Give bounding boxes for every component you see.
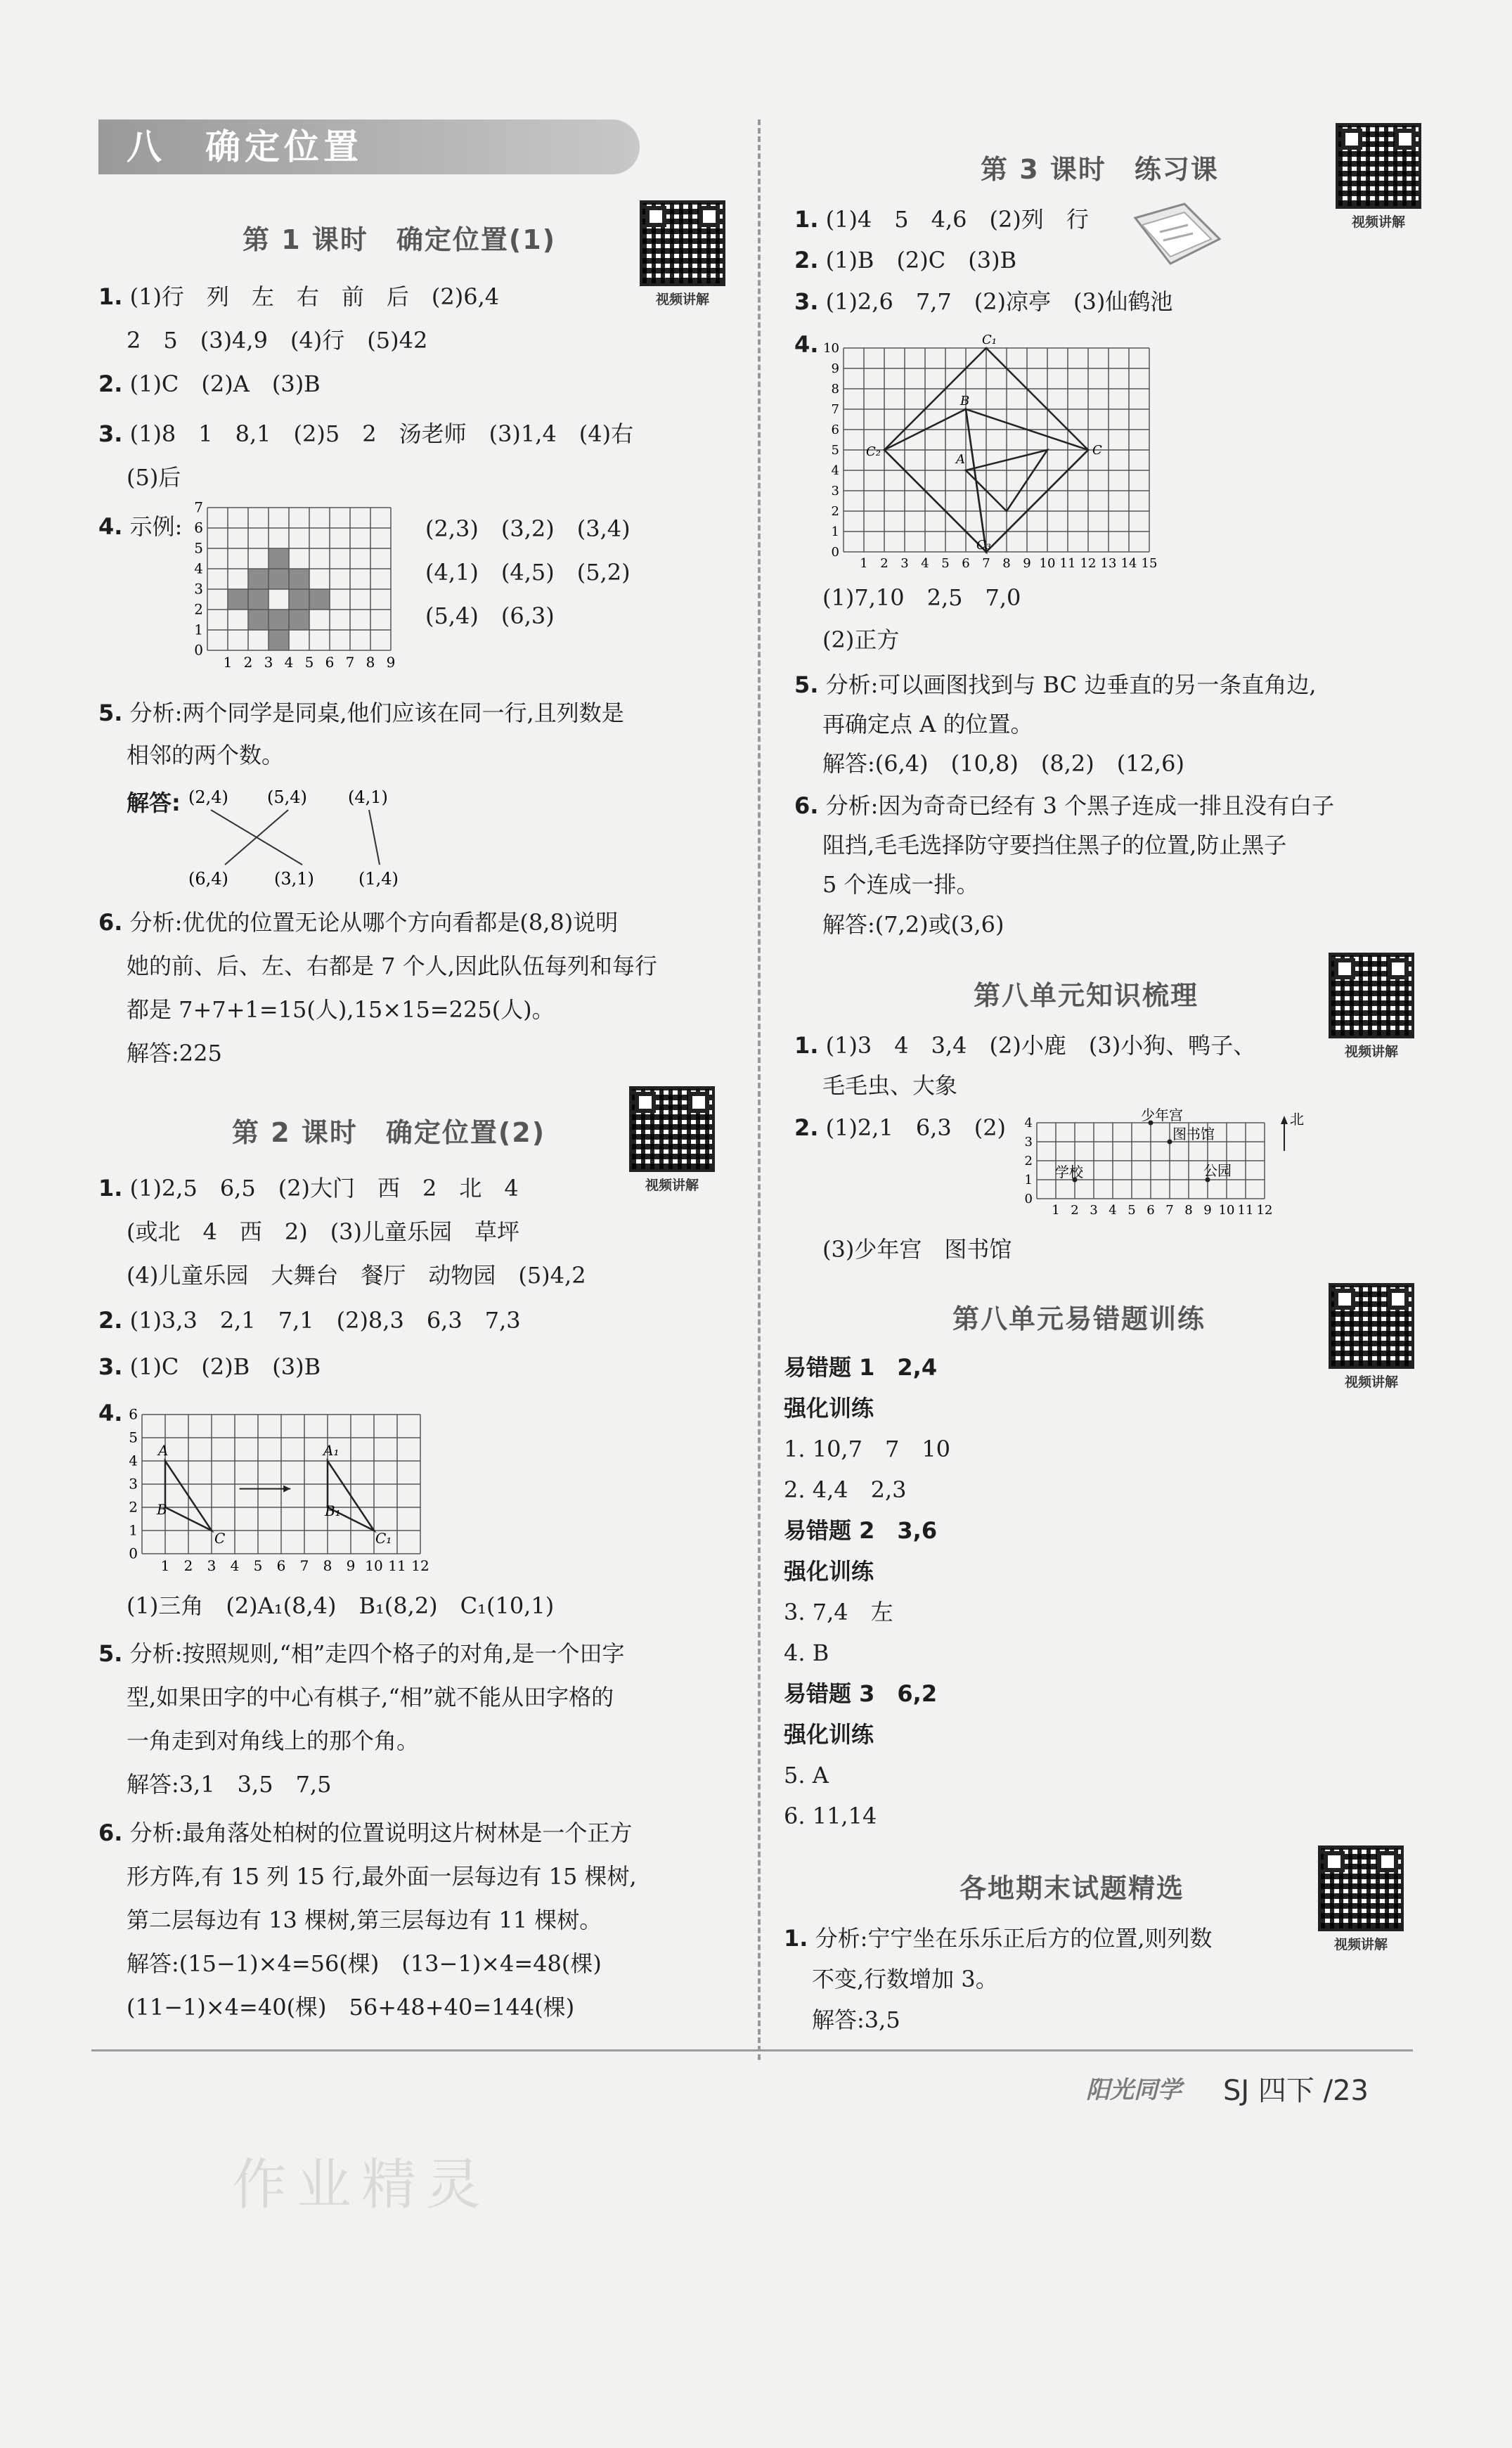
axis-tick-label: 3: [207, 1557, 217, 1574]
axis-tick-label: 9: [1023, 556, 1031, 571]
l1-q2: 2. (1)C (2)A (3)B: [98, 371, 321, 397]
axis-tick-label: 1: [1024, 1173, 1033, 1187]
unit-banner: 八 确定位置: [98, 120, 640, 174]
l1-q6-analysis-3: 都是 7+7+1=15(人),15×15=225(人)。: [127, 996, 555, 1023]
axis-tick-label: 2: [243, 654, 253, 671]
point-label: C₃: [976, 538, 991, 553]
axis-origin-label: 0: [1024, 1192, 1033, 1206]
axis-tick-label: 4: [194, 560, 203, 577]
axis-tick-label: 8: [366, 654, 375, 671]
match-line: [369, 810, 380, 865]
l1-q6-answer: 解答:225: [127, 1040, 222, 1067]
axis-origin-label: 0: [831, 545, 839, 560]
review-q1-line1: 1. (1)3 4 3,4 (2)小鹿 (3)小狗、鸭子、: [794, 1032, 1256, 1059]
l3-q4-answer-1: (1)7,10 2,5 7,0: [822, 584, 1021, 611]
drill-2: 2. 4,4 2,3: [784, 1476, 907, 1503]
mistake-1: 易错题 1 2,4: [784, 1354, 938, 1381]
axis-tick-label: 8: [831, 382, 839, 397]
axis-tick-label: 1: [194, 621, 203, 638]
axis-tick-label: 12: [1256, 1203, 1273, 1218]
mistakes-title: 第八单元易错题训练: [952, 1303, 1206, 1334]
axis-tick-label: 10: [365, 1557, 383, 1574]
l2-q6-analysis-3: 第二层每边有 13 棵树,第三层每边有 11 棵树。: [127, 1907, 602, 1933]
l1-q5-matching: [183, 787, 415, 893]
shaded-cell: [248, 589, 269, 610]
axis-tick-label: 8: [323, 1557, 332, 1574]
l2-q1-line2: (或北 4 西 2) (3)儿童乐园 草坪: [127, 1218, 520, 1245]
axis-tick-label: 1: [160, 1557, 170, 1574]
l3-q1: 1. (1)4 5 4,6 (2)列 行: [794, 206, 1089, 233]
qr-caption: 视频讲解: [645, 1178, 699, 1193]
l1-q4-pairs-3: (5,4) (6,3): [425, 603, 555, 629]
axis-tick-label: 5: [253, 1557, 263, 1574]
axis-tick-label: 8: [1184, 1203, 1193, 1218]
shaded-cell: [289, 610, 309, 630]
axis-origin-label: 0: [129, 1545, 138, 1562]
axis-tick-label: 1: [831, 524, 839, 539]
drill-5: 5. A: [784, 1762, 829, 1789]
axis-tick-label: 6: [194, 519, 203, 536]
shaded-cell: [269, 569, 289, 589]
axis-tick-label: 12: [411, 1557, 429, 1574]
drill-label: 强化训练: [784, 1395, 874, 1422]
shaded-cell: [289, 569, 309, 589]
review-q2-map: [1016, 1107, 1318, 1223]
axis-tick-label: 7: [1165, 1203, 1174, 1218]
axis-tick-label: 3: [194, 580, 203, 598]
axis-tick-label: 2: [1071, 1203, 1079, 1218]
axis-tick-label: 14: [1120, 556, 1137, 571]
axis-tick-label: 2: [183, 1557, 193, 1574]
l1-q5-analysis-2: 相邻的两个数。: [127, 742, 285, 768]
brand-logo: 阳光同学: [1086, 2076, 1182, 2104]
l2-q4-label: 4.: [98, 1400, 123, 1426]
axis-tick-label: 13: [1100, 556, 1117, 571]
axis-tick-label: 1: [1052, 1203, 1060, 1218]
axis-tick-label: 9: [1203, 1203, 1212, 1218]
axis-tick-label: 15: [1141, 556, 1158, 571]
l1-q5-analysis-1: 5. 分析:两个同学是同桌,他们应该在同一行,且列数是: [98, 700, 624, 726]
axis-tick-label: 3: [1024, 1135, 1033, 1149]
drill-6: 6. 11,14: [784, 1803, 877, 1829]
l1-q4-pairs-2: (4,1) (4,5) (5,2): [425, 559, 631, 586]
qr-code-icon: [1336, 123, 1421, 209]
l2-q2: 2. (1)3,3 2,1 7,1 (2)8,3 6,3 7,3: [98, 1307, 521, 1334]
axis-tick-label: 11: [1059, 556, 1076, 571]
axis-tick-label: 3: [1090, 1203, 1098, 1218]
lesson2-qr[interactable]: [629, 1086, 721, 1194]
lesson1-title: 第 1 课时 确定位置(1): [243, 224, 557, 255]
point-label: C: [214, 1530, 226, 1547]
mistake-2: 易错题 2 3,6: [784, 1517, 938, 1544]
axis-tick-label: 6: [831, 423, 839, 437]
l1-q4-label: 4. 示例:: [98, 513, 183, 540]
l2-q5-analysis-2: 型,如果田字的中心有棋子,“相”就不能从田字格的: [127, 1684, 614, 1711]
book-icon: [1128, 197, 1227, 274]
arrow-head: [283, 1486, 290, 1493]
axis-tick-label: 4: [1024, 1116, 1033, 1130]
axis-tick-label: 9: [386, 654, 396, 671]
shaded-cell: [269, 548, 289, 569]
footer-rule: [91, 2049, 1413, 2051]
qr-code-icon: [629, 1086, 715, 1172]
l3-q6-analysis-2: 阻挡,毛毛选择防守要挡住黑子的位置,防止黑子: [822, 832, 1287, 858]
l3-q5-answer: 解答:(6,4) (10,8) (8,2) (12,6): [822, 750, 1184, 777]
l1-q6-analysis-2: 她的前、后、左、右都是 7 个人,因此队伍每列和每行: [127, 953, 657, 979]
l3-q5-analysis-2: 再确定点 A 的位置。: [822, 711, 1033, 737]
axis-tick-label: 3: [264, 654, 273, 671]
final-q1-analysis-2: 不变,行数增加 3。: [812, 1966, 998, 1992]
l2-q6-analysis-1: 6. 分析:最角落处柏树的位置说明这片树林是一个正方: [98, 1819, 633, 1846]
match-bottom-2: (3,1): [274, 869, 314, 889]
axis-tick-label: 4: [1109, 1203, 1117, 1218]
axis-tick-label: 1: [860, 556, 868, 571]
shaded-cell: [269, 630, 289, 650]
column-divider: [758, 120, 761, 2060]
l3-q3: 3. (1)2,6 7,7 (2)凉亭 (3)仙鹤池: [794, 288, 1173, 315]
lesson1-qr[interactable]: [640, 200, 731, 308]
final-q1-answer: 解答:3,5: [812, 2006, 900, 2033]
review-q1-line2: 毛毛虫、大象: [822, 1072, 958, 1099]
axis-tick-label: 4: [921, 556, 929, 571]
qr-caption: 视频讲解: [1333, 1937, 1388, 1952]
l3-q4-label: 4.: [794, 331, 819, 358]
shaded-cell: [248, 569, 269, 589]
drill-3: 3. 7,4 左: [784, 1599, 893, 1625]
mistakes-qr[interactable]: [1329, 1283, 1420, 1391]
l2-q1-line1: 1. (1)2,5 6,5 (2)大门 西 2 北 4: [98, 1175, 519, 1202]
l2-q5-answer: 解答:3,1 3,5 7,5: [127, 1771, 332, 1798]
l1-q1-line1: 1. (1)行 列 左 右 前 后 (2)6,4: [98, 283, 500, 310]
l3-q2: 2. (1)B (2)C (3)B: [794, 247, 1017, 273]
place-label: 学校: [1055, 1164, 1083, 1180]
l3-q6-analysis-3: 5 个连成一排。: [822, 871, 979, 898]
point-label: A: [158, 1442, 169, 1459]
l3-q5-analysis-1: 5. 分析:可以画图找到与 BC 边垂直的另一条直角边,: [794, 671, 1317, 698]
place-label: 图书馆: [1172, 1126, 1215, 1142]
axis-tick-label: 7: [194, 498, 203, 516]
match-top-2: (5,4): [267, 787, 307, 807]
lesson3-title: 第 3 课时 练习课: [981, 154, 1219, 185]
point-label: C₁: [982, 333, 997, 347]
axis-tick-label: 11: [388, 1557, 406, 1574]
axis-tick-label: 1: [223, 654, 233, 671]
axis-tick-label: 9: [831, 361, 839, 376]
drill-label: 强化训练: [784, 1558, 874, 1585]
axis-tick-label: 2: [129, 1498, 138, 1516]
qr-caption: 视频讲解: [1344, 1044, 1398, 1059]
mistake-3: 易错题 3 6,2: [784, 1680, 938, 1707]
axis-tick-label: 2: [1024, 1154, 1033, 1168]
axis-tick-label: 10: [1218, 1203, 1235, 1218]
axis-tick-label: 5: [831, 443, 839, 458]
axis-tick-label: 6: [129, 1405, 138, 1423]
l3-q4-grid: [819, 330, 1170, 576]
qr-caption: 视频讲解: [655, 292, 709, 307]
lesson2-title: 第 2 课时 确定位置(2): [232, 1117, 546, 1148]
axis-tick-label: 3: [900, 556, 909, 571]
axis-tick-label: 11: [1237, 1203, 1254, 1218]
l2-q4-answer: (1)三角 (2)A₁(8,4) B₁(8,2) C₁(10,1): [127, 1592, 555, 1619]
lesson3-qr[interactable]: [1336, 123, 1427, 231]
axis-tick-label: 2: [831, 504, 839, 519]
review-title: 第八单元知识梳理: [974, 980, 1199, 1011]
page-info: SJ 四下 /23: [1223, 2075, 1369, 2107]
axis-origin-label: 0: [194, 641, 203, 659]
triangle-inner: [884, 409, 986, 552]
l1-q4-pairs-1: (2,3) (3,2) (3,4): [425, 515, 631, 542]
point-label: C₂: [866, 444, 881, 459]
axis-tick-label: 4: [230, 1557, 240, 1574]
final-qr[interactable]: [1318, 1845, 1409, 1953]
l1-q4-grid: [190, 498, 408, 671]
axis-tick-label: 5: [194, 539, 203, 557]
axis-tick-label: 3: [129, 1475, 138, 1493]
watermark: 作业精灵: [232, 2153, 491, 2217]
axis-tick-label: 4: [831, 463, 839, 478]
shaded-cell: [228, 589, 248, 610]
l3-q4-answer-2: (2)正方: [822, 626, 900, 653]
review-qr[interactable]: [1329, 953, 1420, 1060]
axis-tick-label: 10: [823, 341, 839, 356]
l1-q6-analysis-1: 6. 分析:优优的位置无论从哪个方向看都是(8,8)说明: [98, 909, 619, 936]
place-dot: [1168, 1140, 1172, 1145]
axis-tick-label: 5: [129, 1429, 138, 1446]
l1-q1-line2: 2 5 (3)4,9 (4)行 (5)42: [127, 327, 428, 354]
final-q1-analysis-1: 1. 分析:宁宁坐在乐乐正后方的位置,则列数: [784, 1925, 1213, 1952]
axis-tick-label: 2: [194, 600, 203, 618]
shaded-cell: [289, 589, 309, 610]
axis-tick-label: 4: [284, 654, 294, 671]
final-title: 各地期末试题精选: [959, 1873, 1185, 1904]
north-arrow-head: [1281, 1116, 1288, 1124]
point-label: A₁: [323, 1442, 340, 1459]
review-q2-line3: (3)少年宫 图书馆: [822, 1236, 1012, 1263]
qr-code-icon: [640, 200, 725, 286]
l2-q6-analysis-2: 形方阵,有 15 列 15 行,最外面一层每边有 15 棵树,: [127, 1863, 637, 1890]
axis-tick-label: 5: [304, 654, 314, 671]
drill-4: 4. B: [784, 1639, 829, 1666]
qr-code-icon: [1329, 1283, 1414, 1369]
l3-q6-analysis-1: 6. 分析:因为奇奇已经有 3 个黑子连成一排且没有白子: [794, 792, 1335, 819]
place-label: 少年宫: [1141, 1107, 1183, 1123]
l2-q4-grid: [119, 1403, 443, 1578]
l1-q3-line2: (5)后: [127, 464, 181, 491]
qr-caption: 视频讲解: [1344, 1374, 1398, 1390]
l1-q5-answer-label: 解答:: [127, 790, 181, 816]
axis-tick-label: 12: [1080, 556, 1097, 571]
shaded-cell: [269, 610, 289, 630]
qr-code-icon: [1329, 953, 1414, 1038]
axis-tick-label: 10: [1039, 556, 1056, 571]
axis-tick-label: 5: [1127, 1203, 1136, 1218]
drill-label: 强化训练: [784, 1721, 874, 1748]
north-label: 北: [1290, 1111, 1304, 1128]
match-bottom-1: (6,4): [188, 869, 228, 889]
point-label: B: [157, 1501, 167, 1518]
axis-tick-label: 6: [1146, 1203, 1155, 1218]
l2-q3: 3. (1)C (2)B (3)B: [98, 1353, 321, 1380]
shaded-cell: [248, 610, 269, 630]
match-top-3: (4,1): [348, 787, 388, 807]
l2-q5-analysis-1: 5. 分析:按照规则,“相”走四个格子的对角,是一个田字: [98, 1640, 625, 1667]
match-bottom-3: (1,4): [358, 869, 399, 889]
axis-tick-label: 1: [129, 1521, 138, 1539]
axis-tick-label: 3: [831, 484, 839, 498]
axis-tick-label: 4: [129, 1452, 138, 1469]
point-label: C: [1092, 443, 1102, 458]
point-label: B: [960, 394, 970, 408]
shaded-cell: [309, 589, 330, 610]
axis-tick-label: 6: [962, 556, 970, 571]
qr-code-icon: [1318, 1845, 1404, 1931]
l1-q3-line1: 3. (1)8 1 8,1 (2)5 2 汤老师 (3)1,4 (4)右: [98, 420, 634, 447]
point-label: A: [956, 452, 965, 467]
axis-tick-label: 7: [345, 654, 355, 671]
axis-tick-label: 2: [880, 556, 889, 571]
point-label: C₁: [375, 1530, 392, 1547]
review-q2: 2. (1)2,1 6,3 (2): [794, 1114, 1007, 1141]
qr-caption: 视频讲解: [1351, 214, 1405, 230]
axis-tick-label: 6: [276, 1557, 286, 1574]
l2-q1-line3: (4)儿童乐园 大舞台 餐厅 动物园 (5)4,2: [127, 1262, 586, 1289]
l3-q6-answer: 解答:(7,2)或(3,6): [822, 911, 1004, 938]
l2-q6-answer-2: (11−1)×4=40(棵) 56+48+40=144(棵): [127, 1994, 575, 2021]
l2-q5-analysis-3: 一角走到对角线上的那个角。: [127, 1727, 420, 1754]
axis-tick-label: 8: [1002, 556, 1011, 571]
axis-tick-label: 6: [325, 654, 335, 671]
axis-tick-label: 7: [299, 1557, 309, 1574]
axis-tick-label: 7: [982, 556, 990, 571]
drill-1: 1. 10,7 7 10: [784, 1436, 951, 1462]
axis-tick-label: 5: [941, 556, 950, 571]
axis-tick-label: 7: [831, 402, 839, 417]
match-line: [225, 810, 288, 865]
match-top-1: (2,4): [188, 787, 228, 807]
axis-tick-label: 9: [346, 1557, 356, 1574]
l2-q6-answer-1: 解答:(15−1)×4=56(棵) (13−1)×4=48(棵): [127, 1950, 602, 1977]
place-label: 公园: [1203, 1162, 1232, 1179]
point-label: B₁: [325, 1502, 341, 1519]
